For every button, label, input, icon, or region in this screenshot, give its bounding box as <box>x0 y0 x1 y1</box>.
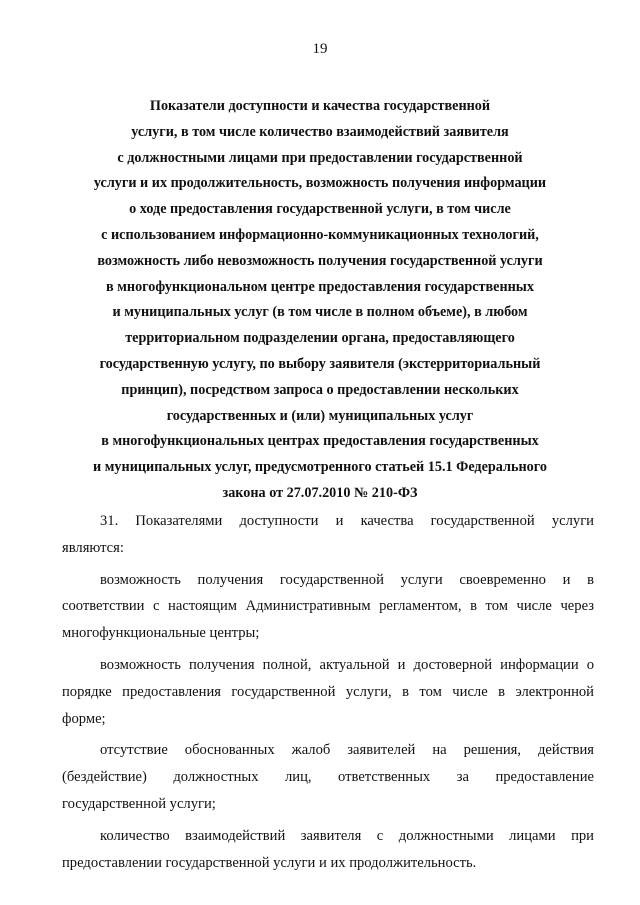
paragraph-line: возможность получения государственной услуги своевременно и в <box>100 571 594 588</box>
paragraph-line: соответствии с настоящим Административным регламентом, в том числе через <box>62 598 594 615</box>
heading-line: территориальном подразделении органа, предоставляющего <box>125 330 515 347</box>
heading-line: с использованием информационно-коммуникационных технологий, <box>101 226 539 243</box>
paragraph-line: (бездействие) должностных лиц, ответственных за предоставление <box>62 769 594 786</box>
paragraph-line: форме; <box>62 710 106 727</box>
paragraph-information <box>62 652 594 732</box>
paragraph-line: количество взаимодействий заявителя с должностными лицами при <box>100 827 594 844</box>
heading-line: услуги и их продолжительность, возможность получения информации <box>93 175 547 192</box>
heading-line: государственных и (или) муниципальных услуг <box>166 407 474 424</box>
paragraph-31-intro <box>62 508 594 562</box>
heading-line: и муниципальных услуг, предусмотренного статьей 15.1 Федерального <box>93 459 547 476</box>
paragraph-line: многофункциональные центры; <box>62 625 260 642</box>
heading-line: возможность либо невозможность получения государственной услуги <box>97 252 543 269</box>
paragraph-line: возможность получения полной, актуальной и достоверной информации о <box>100 656 594 673</box>
document-body <box>62 508 594 876</box>
paragraph-line: государственной услуги; <box>62 795 216 812</box>
heading-line: государственную услугу, по выбору заявителя (экстерриториальный <box>99 355 541 372</box>
heading-line: закона от 27.07.2010 № 210-ФЗ <box>222 484 418 501</box>
paragraph-interactions <box>62 823 594 877</box>
heading-line: в многофункциональных центрах предоставления государственных <box>101 433 539 450</box>
section-heading <box>0 94 640 507</box>
paragraph-line: являются: <box>62 539 124 556</box>
paragraph-complaints <box>62 737 594 817</box>
page-number: 19 <box>312 41 328 57</box>
heading-line: услуги, в том числе количество взаимодействий заявителя <box>131 123 509 140</box>
heading-line: о ходе предоставления государственной услуги, в том числе <box>129 201 511 218</box>
paragraph-line: отсутствие обоснованных жалоб заявителей на решения, действия <box>100 742 594 759</box>
heading-line: принцип), посредством запроса о предоставлении нескольких <box>121 381 519 398</box>
paragraph-timeliness <box>62 567 594 647</box>
paragraph-line: порядке предоставления государственной услуги, в том числе в электронной <box>62 683 594 700</box>
heading-line: Показатели доступности и качества государственной <box>149 98 491 114</box>
paragraph-line: предоставлении государственной услуги и их продолжительность. <box>62 854 477 871</box>
heading-line: в многофункциональном центре предоставления государственных <box>106 278 534 295</box>
heading-line: и муниципальных услуг (в том числе в полном объеме), в любом <box>112 304 528 321</box>
paragraph-line: 31. Показателями доступности и качества государственной услуги <box>100 513 594 529</box>
heading-line: с должностными лицами при предоставлении государственной <box>117 149 523 166</box>
